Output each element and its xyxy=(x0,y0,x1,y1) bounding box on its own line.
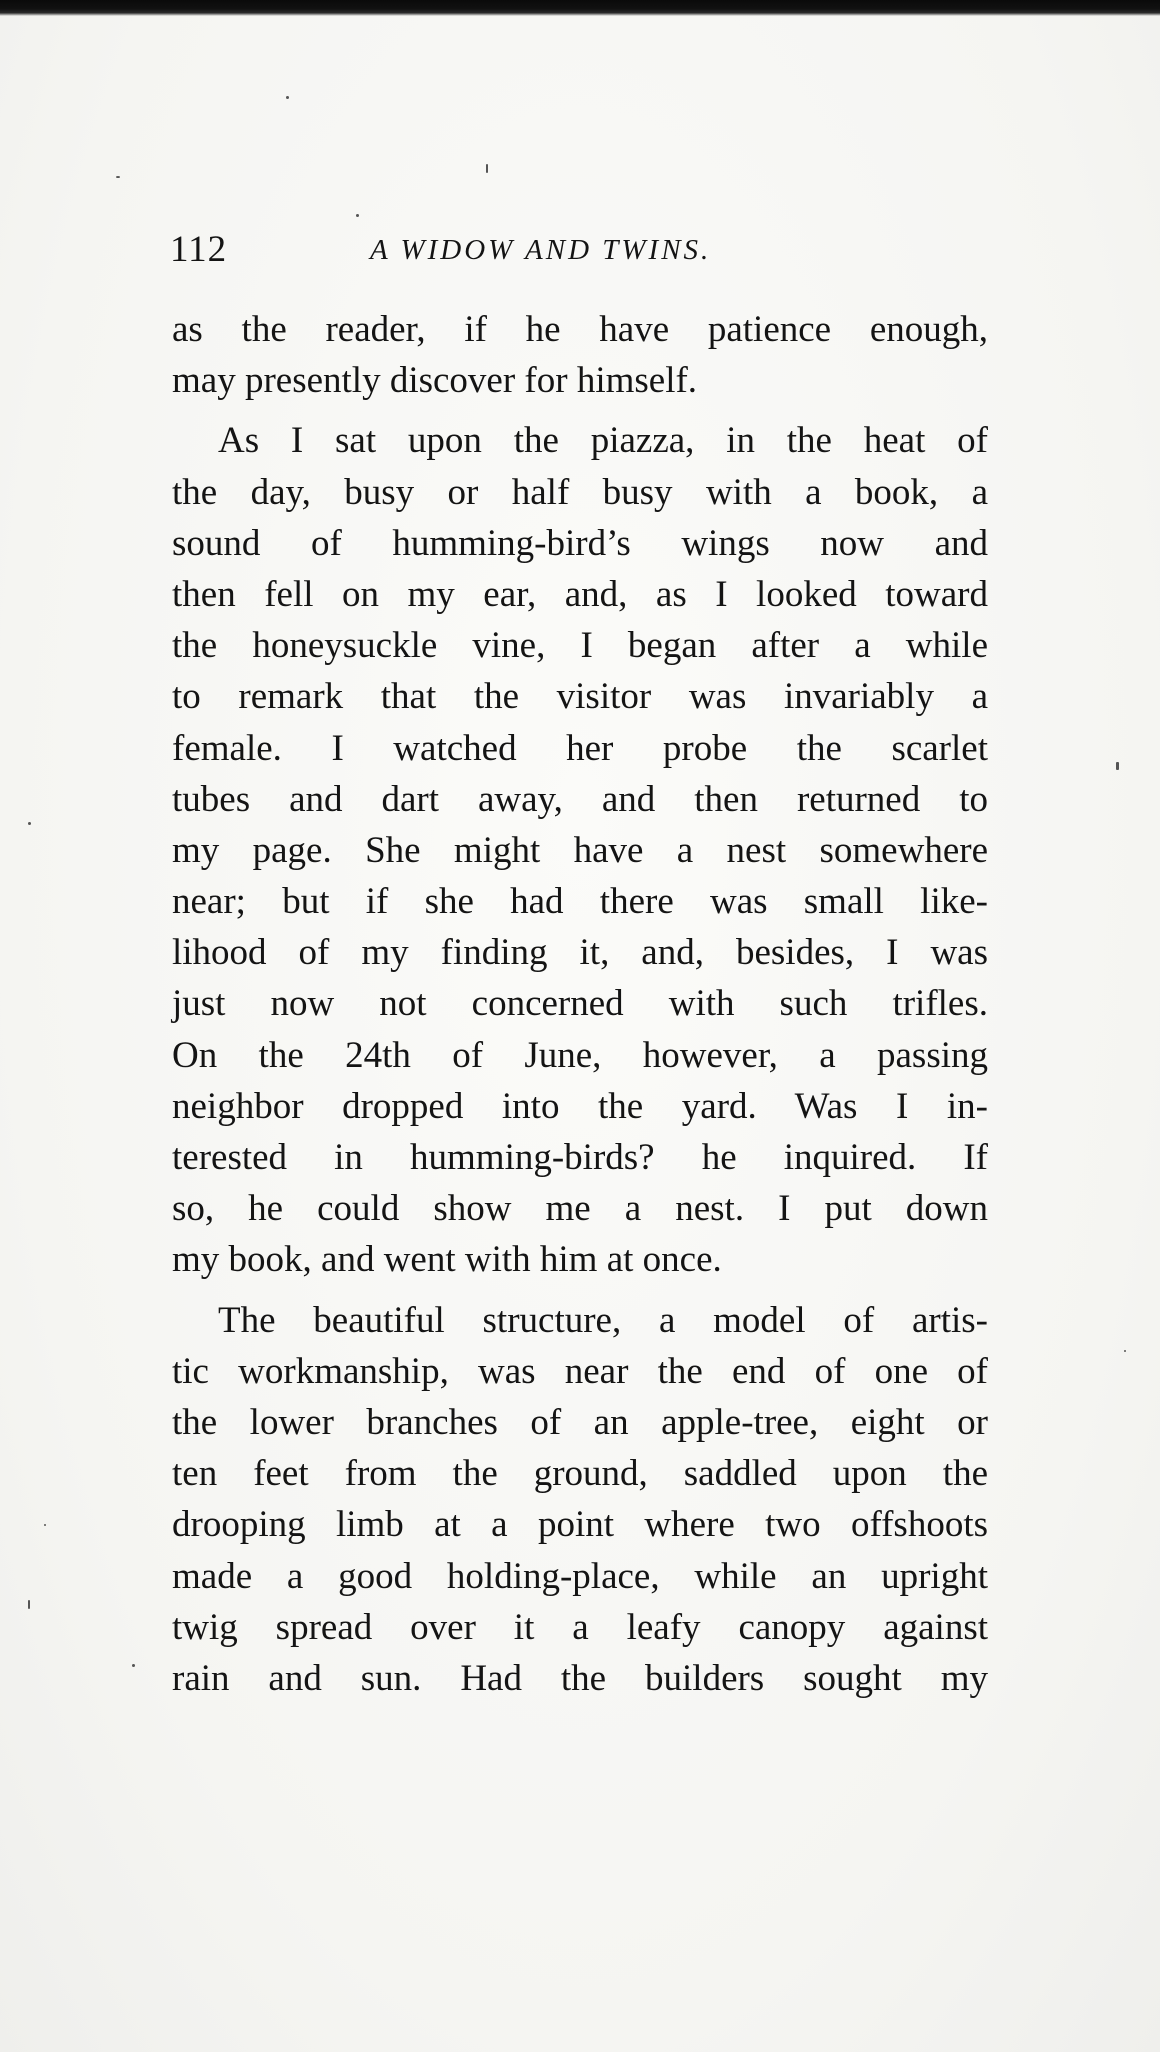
text-line: terested in humming-birds? he inquired. If xyxy=(172,1137,988,1178)
text-line: As I sat upon the piazza, in the heat of xyxy=(218,420,988,462)
text-line: ten feet from the ground, saddled upon the xyxy=(172,1453,988,1495)
text-line: sound of humming-bird’s wings now and xyxy=(172,522,988,564)
scan-speck xyxy=(286,96,289,99)
text-line: On the 24th of June, however, a passing xyxy=(172,1034,988,1076)
scan-speck xyxy=(44,1524,46,1526)
text-line: neighbor dropped into the yard. Was I in- xyxy=(172,1085,988,1127)
text-line: The beautiful structure, a model of artis- xyxy=(218,1299,988,1341)
scan-speck xyxy=(132,1664,135,1667)
scan-speck xyxy=(486,164,488,173)
text-line: just now not concerned with such trifles. xyxy=(172,983,988,1025)
text-line: drooping limb at a point where two offshoots xyxy=(172,1504,988,1546)
text-line: the honeysuckle vine, I began after a while xyxy=(172,625,988,667)
text-line: may presently discover for himself. xyxy=(172,360,698,402)
text-line: the lower branches of an apple-tree, eight or xyxy=(172,1401,988,1443)
text-line: tubes and dart away, and then returned to xyxy=(172,778,988,820)
scan-speck xyxy=(28,1600,30,1609)
text-line: to remark that the visitor was invariably a xyxy=(172,676,988,718)
running-head xyxy=(170,228,990,278)
paragraph xyxy=(172,1295,988,1705)
text-line: tic workmanship, was near the end of one of xyxy=(172,1350,988,1392)
page-number: 112 xyxy=(170,229,228,270)
paragraph xyxy=(172,304,988,406)
text-line: near; but if she had there was small like- xyxy=(172,881,988,923)
text-line: the day, busy or half busy with a book, a xyxy=(172,471,988,513)
scan-speck xyxy=(1116,762,1119,770)
text-line: made a good holding-place, while an upright xyxy=(172,1555,988,1597)
text-line: so, he could show me a nest. I put down xyxy=(172,1188,988,1230)
text-line: female. I watched her probe the scarlet xyxy=(172,727,988,769)
running-title: A WIDOW AND TWINS. xyxy=(370,234,712,266)
text-line: rain and sun. Had the builders sought my xyxy=(172,1657,988,1699)
text-line: as the reader, if he have patience enough, xyxy=(172,309,988,350)
text-line: my page. She might have a nest somewhere xyxy=(172,829,988,871)
paragraph xyxy=(172,415,988,1285)
scan-top-edge xyxy=(0,0,1160,16)
text-line: twig spread over it a leafy canopy against xyxy=(172,1606,988,1648)
text-line: then fell on my ear, and, as I looked toward xyxy=(172,573,988,615)
text-line: my book, and went with him at once. xyxy=(172,1239,722,1281)
text-line: lihood of my finding it, and, besides, I was xyxy=(172,932,988,974)
scan-speck xyxy=(1124,1350,1126,1352)
scan-speck xyxy=(28,822,31,825)
scan-speck xyxy=(356,214,359,217)
scan-speck xyxy=(116,176,120,178)
body-text xyxy=(172,304,988,1704)
